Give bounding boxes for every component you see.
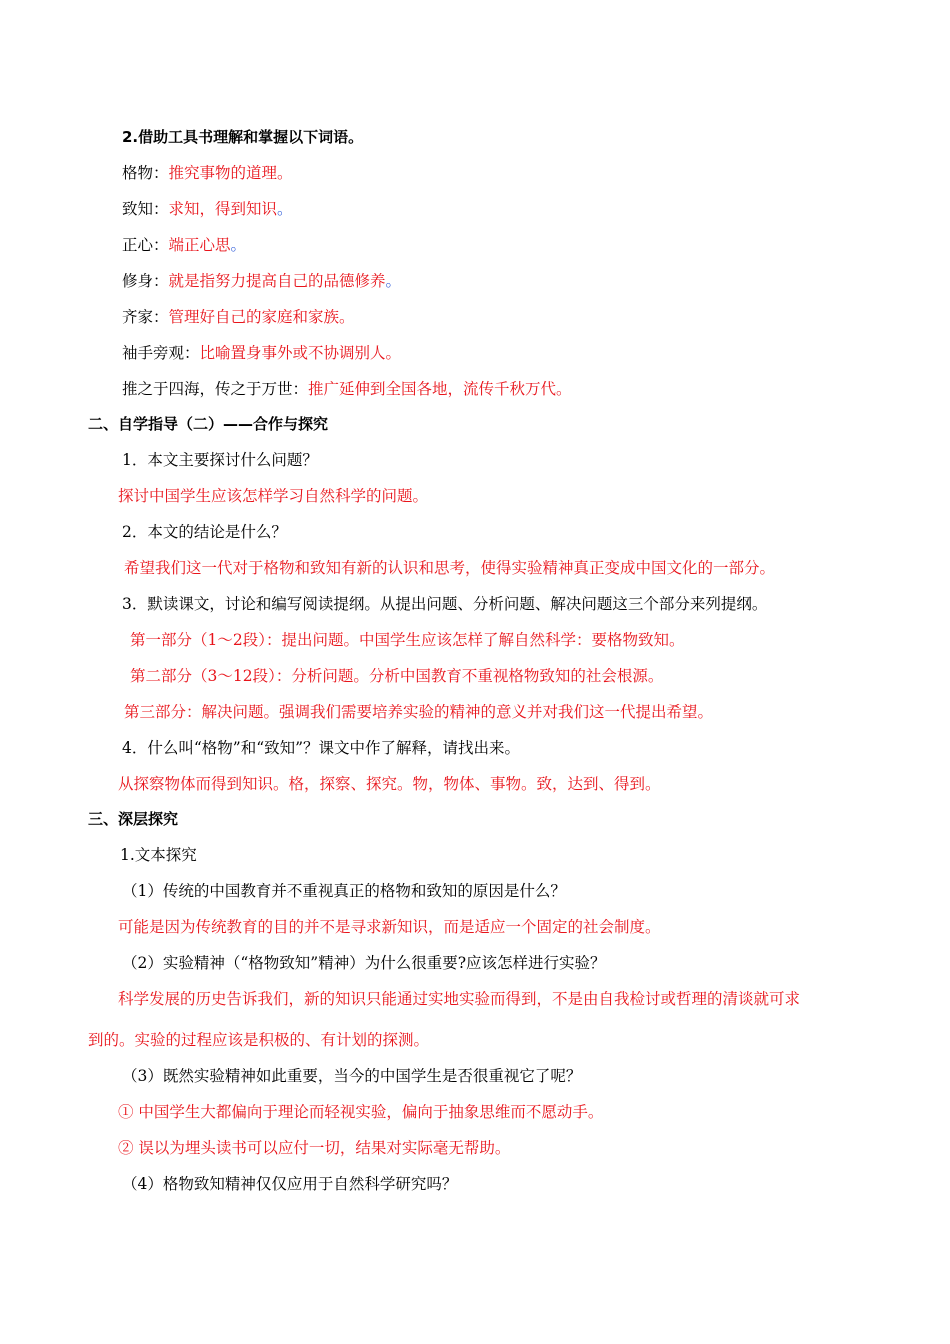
question: （4）格物致知精神仅仅应用于自然科学研究吗？ <box>122 1175 458 1193</box>
vocab-definition: 推究事物的道理 <box>168 164 278 182</box>
question: （1）传统的中国教育并不重视真正的格物和致知的原因是什么？ <box>122 882 566 900</box>
answer: 到的。实验的过程应该是积极的、有计划的探测。 <box>88 1031 430 1049</box>
vocab-item <box>122 235 246 255</box>
vocab-term: 袖手旁观： <box>122 344 200 362</box>
vocab-term: 格物： <box>122 164 169 182</box>
vocab-term: 齐家： <box>122 308 169 326</box>
vocab-term: 正心： <box>122 236 169 254</box>
question: 4．什么叫“格物”和“致知”？课文中作了解释，请找出来。 <box>122 739 521 757</box>
vocab-item <box>122 343 401 363</box>
vocab-definition: 端正心思 <box>168 236 231 254</box>
section3-heading: 三、深层探究 <box>88 810 179 828</box>
outline-part: 第一部分（1～2段）：提出问题。中国学生应该怎样了解自然科学：要格物致知。 <box>130 631 685 649</box>
vocab-item <box>122 163 293 183</box>
vocab-term: 致知： <box>122 200 169 218</box>
vocab-term: 修身： <box>122 272 169 290</box>
question: 2．本文的结论是什么？ <box>122 523 287 541</box>
vocab-definition: 推广延伸到全国各地，流传千秋万代 <box>308 380 557 398</box>
vocab-definition: 管理好自己的家庭和家族 <box>168 308 340 326</box>
vocab-definition: 就是指努力提高自己的品德修养 <box>168 272 386 290</box>
vocab-end: 。 <box>230 236 247 254</box>
subsection-title: 1.文本探究 <box>120 846 197 864</box>
outline-part: 第三部分：解决问题。强调我们需要培养实验的精神的意义并对我们这一代提出希望。 <box>124 703 714 721</box>
answer: ② 误以为埋头读书可以应付一切，结果对实际毫无帮助。 <box>118 1139 511 1157</box>
vocab-term: 推之于四海，传之于万世： <box>122 380 309 398</box>
section2-heading: 二、自学指导（二）——合作与探究 <box>88 415 329 433</box>
outline-part: 第二部分（3～12段）：分析问题。分析中国教育不重视格物致知的社会根源。 <box>130 667 664 685</box>
vocab-end: 。 <box>339 308 355 326</box>
question: 3．默读课文，讨论和编写阅读提纲。从提出问题、分析问题、解决问题这三个部分来列提纲。 <box>122 595 768 613</box>
vocab-end: 。 <box>385 344 402 362</box>
vocab-end: 。 <box>277 200 293 218</box>
answer: ① 中国学生大都偏向于理论而轻视实验，偏向于抽象思维而不愿动手。 <box>118 1103 604 1121</box>
answer: 可能是因为传统教育的目的并不是寻求新知识，而是适应一个固定的社会制度。 <box>118 918 661 936</box>
vocab-definition: 比喻置身事外或不协调别人 <box>199 344 386 362</box>
answer: 从探察物体而得到知识。格，探察、探究。物，物体、事物。致，达到、得到。 <box>118 775 661 793</box>
vocab-item <box>122 199 293 219</box>
answer: 希望我们这一代对于格物和致知有新的认识和思考，使得实验精神真正变成中国文化的一部分。 <box>124 559 776 577</box>
question: （3）既然实验精神如此重要，当今的中国学生是否很重视它了呢？ <box>122 1067 582 1085</box>
vocab-end: 。 <box>556 380 572 398</box>
vocab-item <box>122 271 401 291</box>
vocab-item <box>122 379 572 399</box>
answer: 科学发展的历史告诉我们，新的知识只能通过实地实验而得到，不是由自我检讨或哲理的清谈就可求 <box>118 990 801 1008</box>
vocab-item <box>122 307 355 327</box>
vocab-end: 。 <box>277 164 293 182</box>
vocab-definition: 求知，得到知识 <box>168 200 278 218</box>
vocab-end: 。 <box>385 272 402 290</box>
question: （2）实验精神（“格物致知”精神）为什么很重要?应该怎样进行实验？ <box>122 954 606 972</box>
question: 1．本文主要探讨什么问题？ <box>122 451 318 469</box>
vocab-heading: 2.借助工具书理解和掌握以下词语。 <box>122 128 364 146</box>
answer: 探讨中国学生应该怎样学习自然科学的问题。 <box>118 487 429 505</box>
